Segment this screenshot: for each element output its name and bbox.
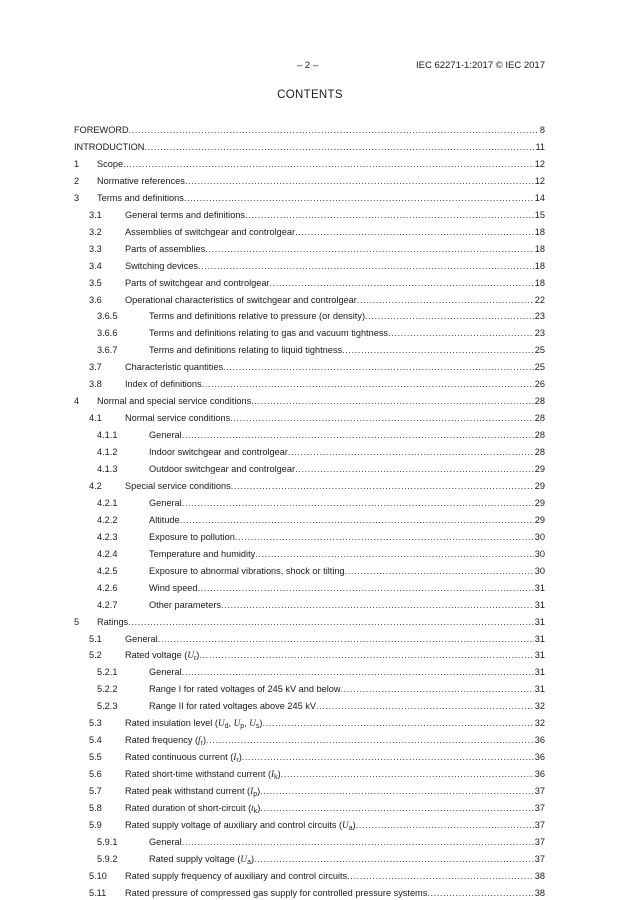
toc-entry[interactable] [0, 326, 620, 340]
toc-entry[interactable] [0, 869, 620, 883]
toc-entry-number: 4 [74, 396, 80, 407]
toc-entry[interactable] [0, 699, 620, 713]
toc-entry[interactable] [0, 767, 620, 781]
dot-leader [182, 835, 534, 849]
toc-entry-number: 5.7 [89, 786, 102, 797]
toc-entry-number: 3.6.7 [97, 345, 118, 356]
toc-entry-number: 4.2.2 [97, 514, 118, 525]
toc-entry-number: 3.2 [89, 226, 102, 237]
toc-entry-title: Normative references [97, 175, 185, 186]
toc-entry-page: 28 [534, 396, 545, 407]
toc-entry-title: General [149, 430, 182, 441]
toc-entry-title: Normal and special service conditions [97, 396, 252, 407]
toc-entry-page: 28 [534, 447, 545, 458]
toc-entry-title: General [125, 633, 158, 644]
dot-leader [182, 428, 534, 442]
toc-entry-page: 37 [534, 803, 545, 813]
toc-entry-title: Exposure to abnormal vibrations, shock or tilting [149, 565, 345, 576]
toc-entry-title: Rated frequency $(f_r)$ [125, 735, 206, 748]
toc-entry[interactable] [0, 530, 620, 544]
toc-entry-title: Assemblies of switchgear and controlgear [125, 226, 296, 237]
toc-entry-title: Rated peak withstand current $(I_p)$ [125, 786, 261, 799]
toc-entry-page: 22 [534, 294, 545, 305]
toc-entry-number: 5 [74, 616, 80, 627]
toc-entry-title: General [149, 497, 182, 508]
toc-entry-page: 32 [534, 701, 545, 712]
toc-entry-title: Terms and definitions relating to gas and vacuum tightness [149, 328, 389, 339]
toc-entry[interactable] [0, 581, 620, 595]
toc-entry[interactable] [0, 733, 620, 747]
dot-leader [347, 869, 534, 883]
dot-leader [182, 665, 534, 679]
toc-entry[interactable] [0, 208, 620, 222]
toc-entry-title: Scope [97, 158, 124, 169]
dot-leader [180, 513, 534, 527]
dot-leader [295, 462, 534, 476]
toc-entry-page: 30 [534, 548, 545, 559]
toc-entry[interactable] [0, 598, 620, 612]
toc-entry-title: Exposure to pollution [149, 531, 235, 542]
toc-entry[interactable] [0, 377, 620, 391]
toc-entry-page: 12 [534, 158, 545, 169]
toc-entry-title: Rated supply frequency of auxiliary and control circuits [125, 870, 348, 881]
toc-entry-title: Rated supply voltage $(U_a)$ [149, 853, 255, 866]
toc-entry[interactable] [0, 513, 620, 527]
toc-entry[interactable] [0, 174, 620, 188]
toc-entry[interactable] [0, 852, 620, 866]
dot-leader [182, 496, 534, 510]
toc-entry[interactable] [0, 784, 620, 798]
toc-entry-title: Parts of switchgear and controlgear [125, 277, 270, 288]
toc-entry[interactable] [0, 682, 620, 696]
toc-entry-number: 4.2.7 [97, 599, 118, 610]
toc-entry-page: 36 [534, 735, 545, 746]
dot-leader [427, 886, 533, 900]
toc-entry-page: 36 [534, 752, 545, 763]
toc-entry-page: 18 [534, 243, 545, 254]
toc-entry-title: General [149, 667, 182, 678]
toc-entry-title: Index of definitions [125, 379, 202, 390]
toc-entry[interactable] [0, 242, 620, 256]
toc-entry[interactable] [0, 496, 620, 510]
toc-entry-title: Altitude [149, 514, 180, 525]
toc-entry-page: 37 [534, 836, 545, 847]
toc-entry-title: General terms and definitions [125, 209, 246, 220]
toc-entry-page: 37 [534, 786, 545, 797]
dot-leader [281, 767, 534, 781]
toc-entry-title: Outdoor switchgear and controlgear [149, 464, 296, 474]
toc-entry-number: 5.9.2 [97, 853, 118, 864]
toc-entry-title: Rated insulation level ($U_d$, $U_p$, $U_s$) [125, 718, 263, 731]
dot-leader [357, 293, 534, 307]
toc-entry-page: 31 [534, 599, 545, 610]
dot-leader [129, 123, 539, 137]
toc-entry-title: Rated voltage $(U_r)$ [125, 650, 200, 663]
toc-entry-title: Ratings [97, 616, 129, 627]
toc-entry-number: 4.2.4 [97, 548, 118, 559]
toc-entry-number: 5.4 [89, 735, 102, 746]
toc-entry-number: 3.7 [89, 362, 102, 373]
toc-entry-number: 4.1.3 [97, 464, 118, 474]
toc-entry[interactable] [0, 411, 620, 425]
toc-entry-page: 30 [534, 531, 545, 542]
toc-entry[interactable] [0, 343, 620, 357]
toc-entry[interactable] [0, 479, 620, 493]
toc-entry-number: 4.1.2 [97, 447, 118, 458]
toc-entry-number: 5.6 [89, 769, 102, 780]
toc-entry-number: 3.6.6 [97, 328, 118, 339]
toc-entry[interactable] [0, 665, 620, 679]
toc-entry-title: Indoor switchgear and controlgear [149, 447, 288, 458]
dot-leader [198, 581, 534, 595]
toc-entry-number: 4.2.3 [97, 531, 118, 542]
dot-leader [144, 140, 534, 154]
toc-entry-number: 5.5 [89, 752, 102, 763]
toc-entry-page: 23 [534, 311, 545, 322]
toc-entry[interactable] [0, 140, 620, 154]
toc-entry-page: 31 [534, 633, 545, 644]
toc-entry-title: General [149, 836, 182, 847]
toc-entry-title: Operational characteristics of switchgear and controlgear [125, 294, 357, 305]
dot-leader [341, 682, 534, 696]
toc-entry-number: 5.2 [89, 650, 102, 661]
toc-entry[interactable] [0, 157, 620, 171]
toc-entry-number: 3.3 [89, 243, 102, 254]
toc-entry[interactable] [0, 801, 620, 815]
toc-entry-page: 25 [534, 345, 545, 356]
toc-entry-number: 5.2.2 [97, 684, 118, 695]
toc-entry-page: 31 [534, 667, 545, 678]
toc-entry-title: INTRODUCTION [74, 141, 145, 152]
dot-leader [288, 445, 534, 459]
toc-entry-page: 32 [534, 718, 545, 729]
dot-leader [223, 360, 534, 374]
toc-entry[interactable] [0, 191, 620, 205]
toc-entry-page: 23 [534, 328, 545, 339]
dot-leader [388, 326, 534, 340]
toc-entry[interactable] [0, 360, 620, 374]
toc-entry-title: Range II for rated voltages above 245 kV [149, 701, 317, 712]
toc-entry-number: 5.3 [89, 718, 102, 729]
dot-leader [230, 411, 534, 425]
dot-leader [270, 276, 534, 290]
toc-entry[interactable] [0, 835, 620, 849]
toc-entry-number: 3.5 [89, 277, 102, 288]
dot-leader [365, 309, 534, 323]
toc-entry[interactable] [0, 445, 620, 459]
toc-entry-page: 18 [534, 260, 545, 271]
dot-leader [206, 733, 534, 747]
toc-entry-page: 37 [534, 853, 545, 864]
toc-entry-number: 3.6 [89, 294, 102, 305]
dot-leader [235, 530, 534, 544]
toc-entry-number: 5.10 [89, 870, 107, 881]
toc-entry-title: FOREWORD [74, 125, 129, 135]
toc-entry-number: 4.1.1 [97, 430, 118, 441]
toc-entry-page: 18 [534, 277, 545, 288]
toc-entry-number: 4.2 [89, 480, 102, 491]
dot-leader [342, 343, 534, 357]
toc-entry[interactable] [0, 259, 620, 273]
dot-leader [260, 784, 534, 798]
toc-entry-page: 28 [534, 413, 545, 424]
page-number: – 2 – [297, 60, 319, 71]
dot-leader [295, 225, 534, 239]
toc-entry-page: 31 [534, 616, 545, 627]
toc-entry[interactable] [0, 123, 620, 137]
dot-leader [185, 174, 534, 188]
toc-entry-number: 3.1 [89, 209, 102, 220]
dot-leader [245, 208, 534, 222]
toc-entry-title: Wind speed [149, 582, 198, 593]
toc-entry-page: 38 [534, 870, 545, 881]
toc-entry-page: 25 [534, 362, 545, 373]
dot-leader [254, 852, 534, 866]
toc-entry-number: 1 [74, 158, 80, 169]
toc-entry-number: 5.9 [89, 819, 102, 830]
toc-entry-number: 4.1 [89, 413, 102, 424]
toc-entry-page: 8 [539, 125, 545, 135]
toc-entry-title: Range I for rated voltages of 245 kV and below [149, 684, 341, 695]
dot-leader [260, 801, 534, 815]
toc-entry-page: 38 [534, 887, 545, 898]
toc-entry-page: 31 [534, 684, 545, 695]
toc-entry[interactable] [0, 428, 620, 442]
dot-leader [205, 242, 534, 256]
toc-entry-page: 14 [534, 192, 545, 203]
toc-entry-page: 28 [534, 430, 545, 441]
toc-entry-number: 4.2.5 [97, 565, 118, 576]
toc-entry-page: 11 [535, 141, 545, 152]
toc-entry-number: 3.8 [89, 379, 102, 390]
toc-entry-number: 5.2.3 [97, 701, 118, 712]
toc-entry-page: 31 [534, 582, 545, 593]
toc-entry-number: 3.4 [89, 260, 102, 271]
page-header [0, 60, 620, 74]
toc-entry[interactable] [0, 818, 620, 832]
dot-leader [345, 564, 534, 578]
toc-entry-title: Terms and definitions relative to pressure (or density) [149, 311, 365, 322]
dot-leader [316, 699, 534, 713]
dot-leader [199, 648, 533, 662]
toc-entry-number: 5.2.1 [97, 667, 118, 678]
dot-leader [202, 377, 534, 391]
dot-leader [158, 632, 534, 646]
dot-leader [198, 259, 534, 273]
toc-entry-page: 36 [534, 769, 545, 780]
toc-entry-page: 29 [534, 497, 545, 508]
toc-entry[interactable] [0, 564, 620, 578]
document-reference: IEC 62271-1:2017 © IEC 2017 [415, 60, 545, 71]
dot-leader [184, 191, 534, 205]
toc-entry-title: Rated short-time withstand current $(I_k)$ [125, 769, 281, 782]
toc-entry-number: 5.11 [89, 887, 107, 898]
toc-entry-number: 4.2.6 [97, 582, 118, 593]
toc-entry-title: Normal service conditions [125, 413, 231, 424]
toc-entry-page: 37 [534, 819, 545, 830]
toc-entry-title: Parts of assemblies [125, 243, 206, 254]
toc-entry-number: 5.8 [89, 803, 102, 813]
dot-leader [242, 750, 534, 764]
toc-entry[interactable] [0, 309, 620, 323]
toc-entry[interactable] [0, 462, 620, 476]
toc-entry-title: Rated pressure of compressed gas supply for controlled pressure systems [125, 887, 428, 898]
toc-entry[interactable] [0, 547, 620, 561]
toc-entry-page: 29 [534, 514, 545, 525]
toc-entry-number: 4.2.1 [97, 497, 118, 508]
toc-entry[interactable] [0, 276, 620, 290]
toc-entry[interactable] [0, 716, 620, 730]
dot-leader [128, 615, 534, 629]
toc-entry-title: Terms and definitions relating to liquid tightness [149, 345, 343, 356]
toc-entry-title: Rated supply voltage of auxiliary and control circuits $(U_a)$ [125, 819, 356, 832]
toc-entry-title: Special service conditions [125, 480, 231, 491]
toc-entry[interactable] [0, 394, 620, 408]
toc-entry[interactable] [0, 632, 620, 646]
dot-leader [123, 157, 534, 171]
toc-entry[interactable] [0, 225, 620, 239]
toc-entry-title: Other parameters [149, 599, 221, 610]
dot-leader [231, 479, 534, 493]
page-title: CONTENTS [277, 89, 343, 101]
toc-entry[interactable] [0, 750, 620, 764]
toc-entry-page: 12 [534, 175, 545, 186]
toc-entry-page: 18 [534, 226, 545, 237]
toc-entry[interactable] [0, 886, 620, 900]
toc-entry-title: Temperature and humidity [149, 548, 256, 559]
toc-entry-title: Switching devices [125, 260, 199, 271]
toc-entry-title: Rated continuous current $(I_r)$ [125, 752, 242, 765]
toc-entry[interactable] [0, 648, 620, 662]
toc-entry-page: 30 [534, 565, 545, 576]
dot-leader [255, 547, 534, 561]
dot-leader [221, 598, 534, 612]
toc-entry-page: 15 [534, 209, 545, 220]
toc-entry-title: Terms and definitions [97, 192, 184, 203]
toc-entry-number: 3.6.5 [97, 311, 118, 322]
toc-entry-page: 31 [534, 650, 545, 661]
toc-entry-number: 5.9.1 [97, 836, 118, 847]
toc-entry-title: Rated duration of short-circuit $(t_k)$ [125, 803, 261, 815]
toc-entry-title: Characteristic quantities [125, 362, 224, 373]
toc-entry[interactable] [0, 615, 620, 629]
toc-entry[interactable] [0, 293, 620, 307]
toc-entry-page: 26 [534, 379, 545, 390]
dot-leader [356, 818, 534, 832]
toc-entry-number: 3 [74, 192, 80, 203]
toc-entry-page: 29 [534, 464, 545, 474]
toc-entry-number: 2 [74, 175, 80, 186]
toc-entry-page: 29 [534, 480, 545, 491]
toc-entry-number: 5.1 [89, 633, 102, 644]
dot-leader [262, 716, 533, 730]
dot-leader [251, 394, 534, 408]
